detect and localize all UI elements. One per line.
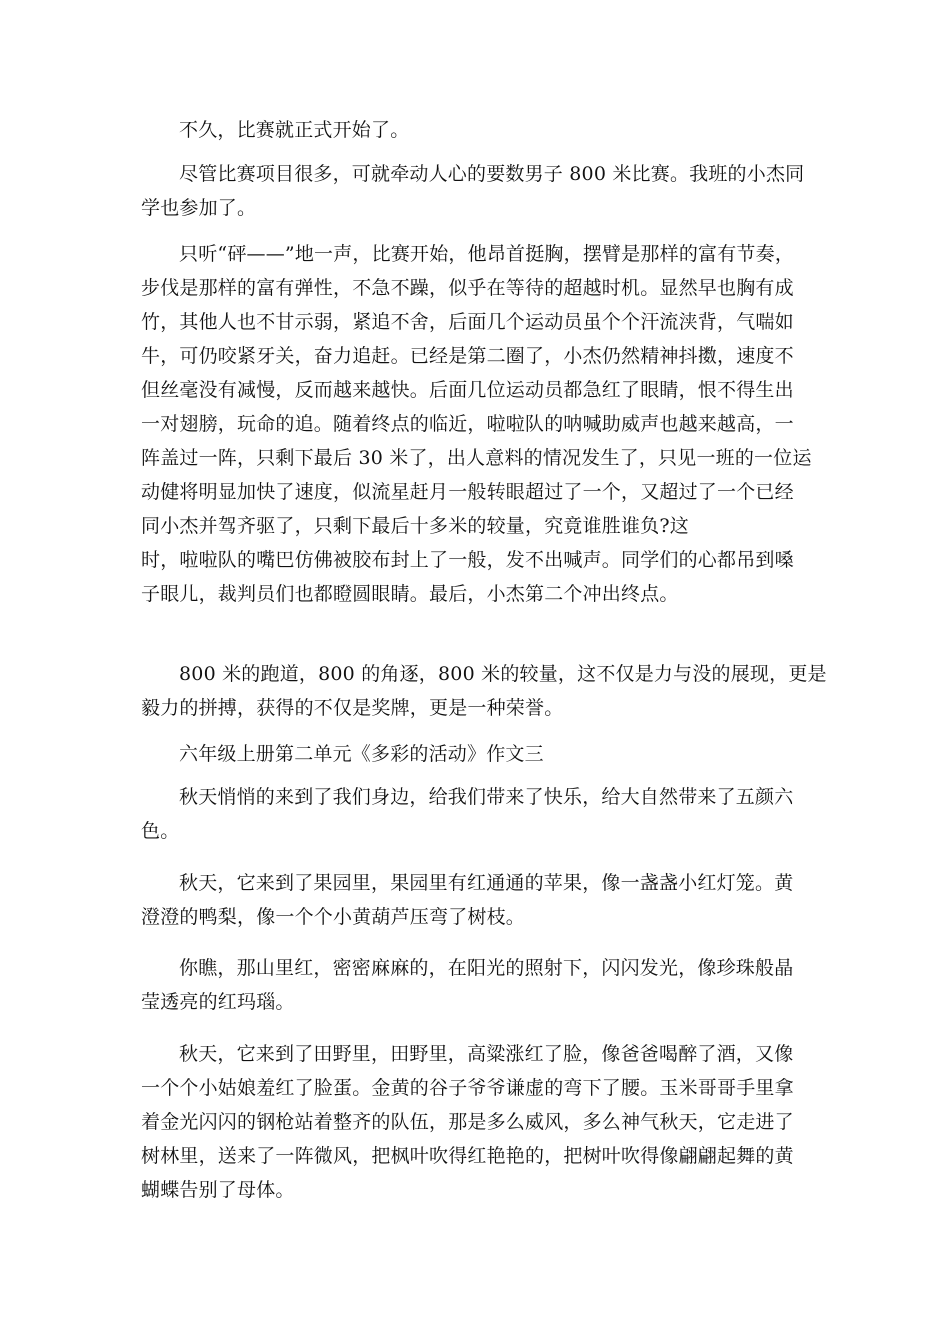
paragraph-line: 只听“砰——”地一声，比赛开始，他昂首挺胸，摆臂是那样的富有节奏， (179, 243, 795, 265)
paragraph-line: 蝴蝶告别了母体。 (141, 1179, 295, 1201)
paragraph-9 (141, 1037, 809, 1207)
paragraph-line: 动健将明显加快了速度，似流星赶月一般转眼超过了一个，又超过了一个已经 (141, 481, 794, 503)
paragraph-line: 800 米的跑道，800 的角逐，800 米的较量，这不仅是力与没的展现，更是 (179, 663, 827, 685)
paragraph-line: 毅力的拼搏，获得的不仅是奖牌，更是一种荣誉。 (141, 697, 564, 719)
paragraph-line: 你瞧，那山里红，密密麻麻的，在阳光的照射下，闪闪发光，像珍珠般晶 (179, 957, 794, 979)
paragraph-7 (141, 866, 809, 934)
paragraph-line: 着金光闪闪的钢枪站着整齐的队伍，那是多么威风，多么神气秋天，它走进了 (141, 1111, 794, 1133)
paragraph-line: 牛，可仍咬紧牙关，奋力追赶。已经是第二圈了，小杰仍然精神抖擞，速度不 (141, 345, 794, 367)
paragraph-8 (141, 951, 809, 1019)
paragraph-line: 秋天悄悄的来到了我们身边，给我们带来了快乐，给大自然带来了五颜六 (179, 786, 794, 808)
paragraph-line: 同小杰并驾齐驱了，只剩下最后十多米的较量，究竟谁胜谁负?这 (141, 515, 689, 537)
paragraph-line: 尽管比赛项目很多，可就牵动人心的要数男子 800 米比赛。我班的小杰同 (179, 163, 805, 185)
paragraph-line: 子眼儿，裁判员们也都瞪圆眼睛。最后，小杰第二个冲出终点。 (141, 583, 679, 605)
paragraph-line: 阵盖过一阵，只剩下最后 30 米了，出人意料的情况发生了，只见一班的一位运 (141, 447, 812, 469)
paragraph-line: 莹透亮的红玛瑙。 (141, 991, 295, 1013)
paragraph-line: 色。 (141, 820, 180, 842)
paragraph-line: 一个个小姑娘羞红了脸蛋。金黄的谷子爷爷谦虚的弯下了腰。玉米哥哥手里拿 (141, 1077, 794, 1099)
paragraph-2 (141, 157, 809, 225)
paragraph-1 (141, 113, 809, 147)
paragraph-line: 六年级上册第二单元《多彩的活动》作文三 (179, 743, 544, 765)
paragraph-line: 秋天，它来到了田野里，田野里，高粱涨红了脸，像爸爸喝醉了酒，又像 (179, 1043, 794, 1065)
paragraph-line: 澄澄的鸭梨，像一个个小黄葫芦压弯了树枝。 (141, 906, 526, 928)
paragraph-4 (141, 657, 827, 725)
paragraph-3 (141, 237, 812, 611)
paragraph-line: 学也参加了。 (141, 197, 257, 219)
paragraph-line: 秋天，它来到了果园里，果园里有红通通的苹果，像一盏盏小红灯笼。黄 (179, 872, 794, 894)
paragraph-line: 但丝毫没有减慢，反而越来越快。后面几位运动员都急红了眼睛，恨不得生出 (141, 379, 794, 401)
paragraph-line: 一对翅膀，玩命的追。随着终点的临近，啦啦队的呐喊助威声也越来越高，一 (141, 413, 794, 435)
paragraph-line: 竹，其他人也不甘示弱，紧追不舍，后面几个运动员虽个个汗流浃背，气喘如 (141, 311, 794, 333)
paragraph-line: 树林里，送来了一阵微风，把枫叶吹得红艳艳的，把树叶吹得像翩翩起舞的黄 (141, 1145, 794, 1167)
paragraph-6 (141, 780, 809, 848)
paragraph-5-heading (141, 737, 809, 771)
paragraph-line: 不久，比赛就正式开始了。 (179, 119, 410, 141)
paragraph-line: 时，啦啦队的嘴巴仿佛被胶布封上了一般，发不出喊声。同学们的心都吊到嗓 (141, 549, 794, 571)
paragraph-line: 步伐是那样的富有弹性，不急不躁，似乎在等待的超越时机。显然早也胸有成 (141, 277, 794, 299)
